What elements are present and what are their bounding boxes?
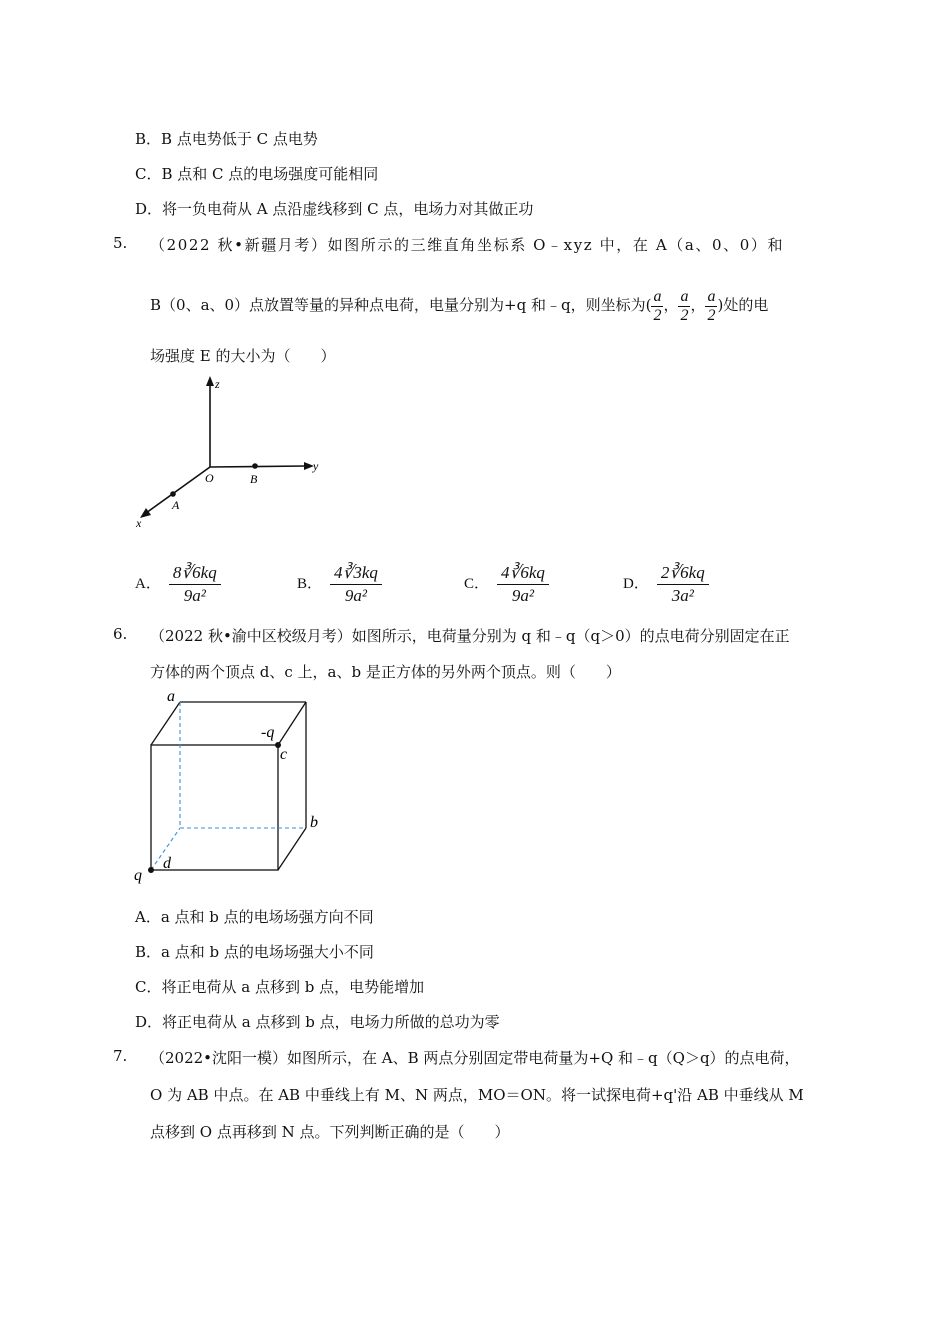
option-c-fraction: $\frac{4∛6kq}{\text{9a²}}$ [497, 562, 549, 607]
b-label: B [250, 472, 258, 486]
q5-stem-line1: （2022 秋•新疆月考）如图所示的三维直角坐标系 O﹣xyz 中，在 A（a、0、0）和 [150, 236, 785, 254]
coord-x-fraction: $\frac{a}{2}$ [653, 287, 662, 324]
q7-stem-line1: （2022•沈阳一模）如图所示，在 A、B 两点分别固定带电荷量为+Q 和﹣q（Q＞q）的点电荷， [150, 1049, 800, 1067]
y-label: y [313, 459, 319, 473]
q5-option-d: D． $\frac{2∛6kq}{\text{3a²}}$ [623, 562, 709, 607]
vertex-d-label: d [163, 855, 171, 872]
x-arrowhead [140, 508, 151, 518]
cube-front-face [151, 745, 278, 870]
coord-y-fraction: $\frac{a}{2}$ [680, 287, 689, 324]
q4-option-b: B．B 点电势低于 C 点电势 [135, 130, 318, 148]
q7-number: 7. [113, 1047, 128, 1065]
q4-option-c: C．B 点和 C 点的电场强度可能相同 [135, 165, 379, 183]
origin-label: O [205, 471, 214, 485]
q6-option-a: A．a 点和 b 点的电场场强方向不同 [135, 908, 374, 926]
coord-z-fraction: $\frac{a}{2}$ [707, 287, 716, 324]
y-axis [210, 466, 306, 467]
neg-q-label: -q [261, 724, 275, 741]
q6-option-d: D．将正电荷从 a 点移到 b 点，电场力所做的总功为零 [135, 1013, 500, 1031]
q4-option-d: D．将一负电荷从 A 点沿虚线移到 C 点，电场力对其做正功 [135, 200, 534, 218]
x-label: x [136, 516, 142, 530]
q5-number: 5. [113, 234, 128, 252]
q5-option-c: C． $\frac{4∛6kq}{\text{9a²}}$ [464, 562, 549, 607]
cube-figure [130, 685, 330, 885]
q-label: q [134, 867, 142, 884]
q5-option-b: B． $\frac{4∛3kq}{\text{9a²}}$ [297, 562, 382, 607]
q5-stem-line3: 场强度 E 的大小为（ ） [150, 347, 336, 365]
option-b-fraction: $\frac{4∛3kq}{\text{9a²}}$ [330, 562, 382, 607]
point-a [170, 491, 176, 497]
z-arrowhead [206, 376, 214, 386]
q6-option-b: B．a 点和 b 点的电场场强大小不同 [135, 943, 374, 961]
coordinate-axes-figure [130, 372, 330, 532]
q7-stem-line3: 点移到 O 点再移到 N 点。下列判断正确的是（ ） [150, 1123, 510, 1141]
point-b [252, 463, 258, 469]
q7-stem-line2: O 为 AB 中点。在 AB 中垂线上有 M、N 两点，MO＝ON。将一试探电荷+q'沿 AB 中垂线从 M [150, 1086, 804, 1104]
vertex-a-label: a [167, 688, 175, 705]
q6-stem-line1: （2022 秋•渝中区校级月考）如图所示，电荷量分别为 q 和﹣q（q＞0）的点电荷分别固定在正 [150, 627, 790, 645]
charge-d [148, 867, 154, 873]
q5-stem-line2: B（0、a、0）点放置等量的异种点电荷，电量分别为+q 和﹣q，则坐标为( $\frac{a}{2}$ ， $\frac{a}{2}$ ， $\frac{a}{2}$ )处的电 [150, 287, 769, 324]
option-d-fraction: $\frac{2∛6kq}{\text{3a²}}$ [657, 562, 709, 607]
q6-number: 6. [113, 625, 128, 643]
q5-line2-post: )处的电 [717, 296, 769, 314]
q5-line2-pre: B（0、a、0）点放置等量的异种点电荷，电量分别为+q 和﹣q，则坐标为( [150, 296, 652, 314]
vertex-c-label: c [280, 746, 288, 763]
a-label: A [172, 498, 180, 512]
option-a-fraction: $\frac{8∛6kq}{\text{9a²}}$ [169, 562, 221, 607]
vertex-b-label: b [310, 814, 318, 831]
q6-stem-line2: 方体的两个顶点 d、c 上，a、b 是正方体的另外两个顶点。则（ ） [150, 663, 621, 681]
z-label: z [215, 377, 220, 391]
q6-option-c: C．将正电荷从 a 点移到 b 点，电势能增加 [135, 978, 425, 996]
q5-option-a: A． $\frac{8∛6kq}{\text{9a²}}$ [135, 562, 221, 607]
